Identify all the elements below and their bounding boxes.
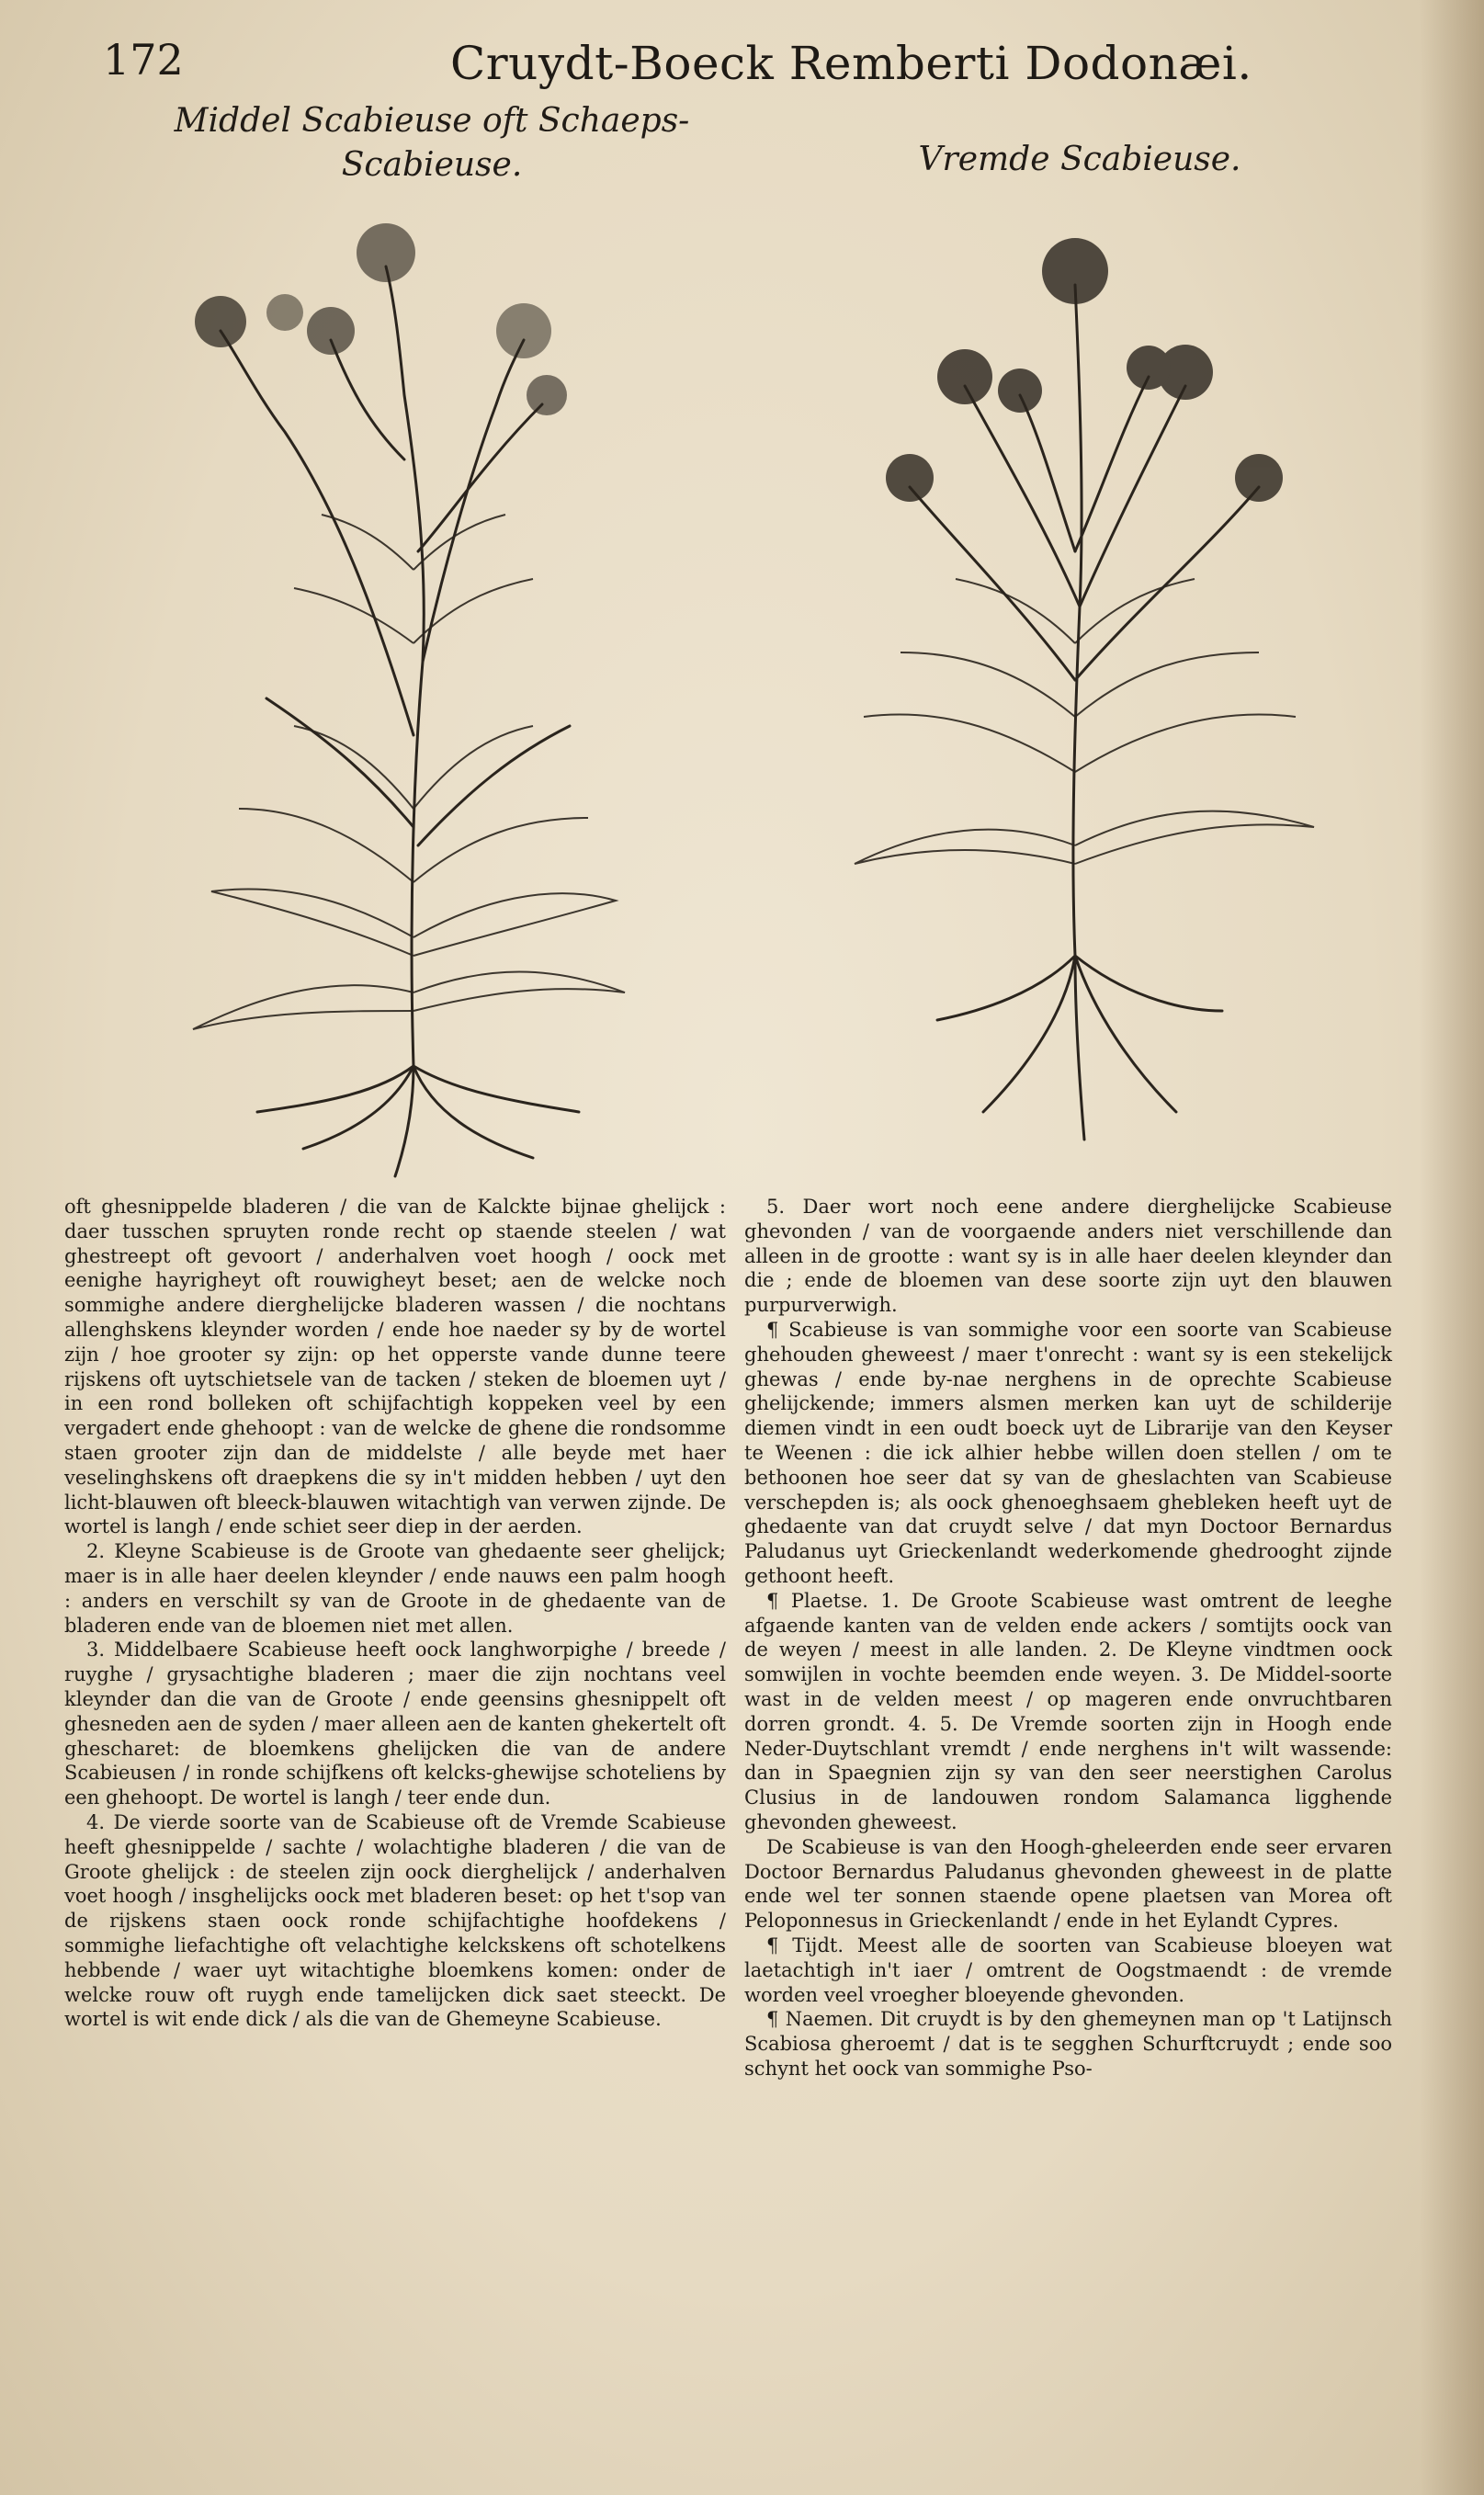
text-column-right — [744, 1195, 1392, 2081]
page-number: 172 — [103, 35, 184, 85]
paragraph: 2. Kleyne Scabieuse is de Groote van ghedaente seer ghelijck; maer is in alle haer deelen kleynder / ende nauws een palm hoogh : anders en verschilt sy van de Groote in de ghedaente van de bladeren ende van de bloemen niet met allen. — [64, 1540, 726, 1637]
text-column-left — [64, 1195, 726, 2032]
paragraph: 4. De vierde soorte van de Scabieuse oft de Vremde Scabieuse heeft ghesnippelde / sachte / wolachtighe bladeren / die van de Groote ghelijck : de steelen zijn oock dierghelijck / anderhalven voet hoogh / insghelijcks oock met bladeren beset: op het t'sop van de rijskens staen oock ronde schijfachtighe hoofdekens / sommighe liefachtighe oft velachtighe kelckskens oft schotelkens hebbende / waer uyt witachtighe bloemkens komen: onder de welcke rouw oft ruygh ende tamelijcken dick saet steeckt. De wortel is wit ende dick / als die van de Ghemeyne Scabieuse. — [64, 1810, 726, 2031]
paragraph: 3. Middelbaere Scabieuse heeft oock langhworpighe / breede / ruyghe / grysachtighe bladeren ; maer die zijn nochtans veel kleynder dan die van de Groote / ende geensins ghesnippelt oft ghesneden aen de syden / maer alleen aen de kanten ghekertelt oft ghescharet: de bloemkens ghelijcken die van de andere Scabieusen / in ronde schijfkens oft kelcks-ghewijse schoteliens by een ghehoopt. De wortel is langh / teer ende dun. — [64, 1639, 726, 1809]
caption-right: Vremde Scabieuse. — [918, 141, 1241, 178]
paragraph: oft ghesnippelde bladeren / die van de Kalckte bijnae ghelijck : daer tusschen spruyten ronde recht op staende steelen / wat ghestreept oft gevoort / anderhalven voet hoogh / oock met eenighe hayrigheyt oft rouwigheyt beset; aen de welcke noch sommighe andere dierghelijcke bladeren wassen / die nochtans allenghskens kleynder worden / ende hoe naeder sy by de wortel zijn / hoe grooter sy zijn: op het opperste vande dunne teere rijskens oft uytschietsele van de tacken / steken de bloemen uyt / in een rond bolleken oft schijfachtigh koppeken veel by een vergadert ende ghehoopt : van de welcke de ghene die rondsomme staen grooter zijn dan de middelste / alle beyde met haer veselinghskens oft draepkens die sy in't midden hebben / uyt den licht-blauwen oft bleeck-blauwen witachtigh van verwen zijnde. De wortel is langh / ende schiet seer diep in der aerden. — [64, 1196, 726, 1538]
running-head: Cruydt-Boeck Remberti Dodonæi. — [450, 37, 1252, 90]
paragraph: De Scabieuse is van den Hoogh-gheleerden ende seer ervaren Doctoor Bernardus Paludanus ghevonden gheweest in de platte ende wel ter sonnen staende opene plaetsen van Morea oft Peloponnesus in Grieckenlandt / ende in het Eylandt Cypres. — [744, 1835, 1392, 1933]
paragraph: ¶ Scabieuse is van sommighe voor een soorte van Scabieuse ghehouden gheweest / maer t'onrecht : want sy is een stekelijck ghewas / ende by-nae nerghens in de oprechte Scabieuse ghelijckende; immers alsmen merken kan uyt de schilderije diemen vindt in een oudt boeck uyt de Librarije van den Keyser te Weenen : die ick alhier hebbe willen doen stellen / om te bethoonen hoe seer dat sy van de gheslachten van Scabieuse verschepden is; als oock ghenoeghsaem ghebleken heeft uyt de ghedaente van dat cruydt selve / dat myn Doctoor Bernardus Paludanus uyt Grieckenlandt wederkomende ghedrooght zijnde gethoont heeft. — [744, 1318, 1392, 1587]
woodcut-middel-scabieuse — [138, 184, 652, 1185]
paragraph: 5. Daer wort noch eene andere dierghelijcke Scabieuse ghevonden / van de voorgaende anders niet verschillende dan alleen in de grootte : want sy is in alle haer deelen kleynder dan die ; ende de bloemen van dese soorte zijn uyt den blauwen purpurverwigh. — [744, 1196, 1392, 1317]
gutter-shadow — [1420, 0, 1484, 2495]
paragraph: ¶ Tijdt. Meest alle de soorten van Scabieuse bloeyen wat laetachtigh in't iaer / omtrent de Oogstmaendt : de vremde worden veel vroegher bloeyende ghevonden. — [744, 1934, 1392, 2006]
paragraph: ¶ Naemen. Dit cruydt is by den ghemeynen man op 't Latijnsch Scabiosa gheroemt / dat is te segghen Schurftcruydt ; ende soo schynt het oock van sommighe Pso- — [744, 2008, 1392, 2080]
caption-left: Middel Scabieuse oft Schaeps-Scabieuse. — [174, 102, 690, 184]
woodcut-vremde-scabieuse — [799, 202, 1351, 1149]
paragraph: ¶ Plaetse. 1. De Groote Scabieuse wast omtrent de leeghe afgaende kanten van de velden ende ackers / somtijts oock van de weyen / meest in alle landen. 2. De Kleyne vindtmen oock somwijlen in vochte beemden ende weyen. 3. De Middel-soorte wast in de velden meest / op mageren ende onvruchtbaren dorren grondt. 4. 5. De Vremde soorten zijn in Hoogh ende Neder-Duytschlant vremdt / ende nerghens in't wilt wassende: dan in Spaegnien zijn sy van den seer neerstighen Carolus Clusius in de landouwen rondom Salamanca ligghende ghevonden gheweest. — [744, 1589, 1392, 1833]
